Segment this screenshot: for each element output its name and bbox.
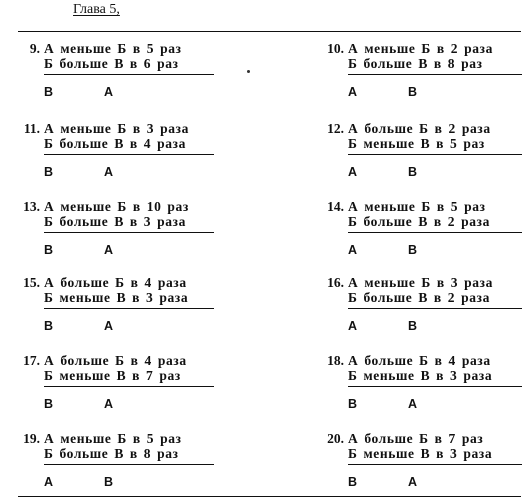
chapter-header: Глава 5, (73, 2, 120, 17)
problem-15 (14, 275, 214, 334)
problem-line-1: А больше Б в 4 раза (44, 353, 187, 368)
fraction-rule (44, 464, 214, 465)
problem-number: 20. (327, 431, 344, 446)
problem-18 (318, 353, 522, 412)
answer-row (348, 397, 522, 412)
problem-line-1: А меньше Б в 5 раз (44, 431, 182, 446)
fraction-rule (348, 232, 522, 233)
fraction-rule (348, 74, 522, 75)
problem-line-1: А больше Б в 4 раза (44, 275, 187, 290)
problem-number: 14. (327, 199, 344, 214)
answer-row (44, 475, 214, 490)
problem-13 (14, 199, 214, 258)
answer-right: В (408, 319, 418, 333)
problem-line-1: А меньше Б в 2 раза (348, 41, 493, 56)
answer-left: А (348, 85, 358, 99)
answer-left: В (44, 85, 54, 99)
problem-number: 10. (327, 41, 344, 56)
answer-left: А (44, 475, 54, 489)
problem-line-1: А меньше Б в 5 раз (348, 199, 486, 214)
fraction-rule (44, 154, 214, 155)
answer-left: А (348, 319, 358, 333)
fraction-rule (348, 308, 522, 309)
answer-left: В (348, 475, 358, 489)
problem-number: 17. (23, 353, 40, 368)
problem-line-2: Б больше В в 4 раза (44, 136, 186, 151)
problem-number: 9. (29, 41, 40, 56)
problem-9 (14, 41, 214, 100)
problem-12 (318, 121, 522, 180)
problem-line-2: Б больше В в 8 раз (44, 446, 179, 461)
fraction-rule (44, 386, 214, 387)
fraction-rule (348, 464, 522, 465)
answer-right: В (104, 475, 114, 489)
problem-line-1: А больше Б в 4 раза (348, 353, 491, 368)
fraction-rule (348, 386, 522, 387)
answer-row (44, 319, 214, 334)
answer-row (348, 319, 522, 334)
answer-left: В (44, 319, 54, 333)
problem-10 (318, 41, 522, 100)
answer-row (348, 85, 522, 100)
fraction-rule (44, 74, 214, 75)
answer-row (44, 397, 214, 412)
problem-line-1: А меньше Б в 3 раза (348, 275, 493, 290)
answer-right: В (408, 165, 418, 179)
problem-16 (318, 275, 522, 334)
problem-line-1: А меньше Б в 3 раза (44, 121, 189, 136)
answer-row (44, 165, 214, 180)
problem-line-2: Б меньше В в 7 раз (44, 368, 181, 383)
problem-20 (318, 431, 522, 490)
answer-row (44, 85, 214, 100)
fraction-rule (348, 154, 522, 155)
problem-line-2: Б меньше В в 5 раз (348, 136, 485, 151)
fraction-rule (44, 232, 214, 233)
problem-line-2: Б больше В в 8 раз (348, 56, 483, 71)
problem-line-2: Б меньше В в 3 раза (348, 446, 493, 461)
answer-row (44, 243, 214, 258)
problem-line-1: А больше Б в 2 раза (348, 121, 491, 136)
answer-right: В (408, 85, 418, 99)
problem-number: 13. (23, 199, 40, 214)
problem-line-2: Б больше В в 2 раза (348, 214, 490, 229)
answer-left: В (44, 165, 54, 179)
problem-number: 18. (327, 353, 344, 368)
problem-14 (318, 199, 522, 258)
answer-right: А (104, 85, 114, 99)
fraction-rule (44, 308, 214, 309)
answer-right: А (104, 397, 114, 411)
problem-17 (14, 353, 214, 412)
answer-right: А (104, 243, 114, 257)
problem-line-2: Б больше В в 2 раза (348, 290, 490, 305)
problem-number: 19. (23, 431, 40, 446)
top-divider (18, 31, 521, 32)
problem-line-1: А больше Б в 7 раз (348, 431, 484, 446)
problem-line-2: Б меньше В в 3 раза (348, 368, 493, 383)
bottom-divider (18, 496, 521, 497)
problem-line-2: Б больше В в 3 раза (44, 214, 186, 229)
answer-left: В (44, 243, 54, 257)
answer-right: А (104, 165, 114, 179)
answer-right: В (408, 243, 418, 257)
problem-11 (14, 121, 214, 180)
answer-row (348, 243, 522, 258)
problem-line-1: А меньше Б в 10 раз (44, 199, 189, 214)
answer-left: В (44, 397, 54, 411)
problem-line-2: Б больше В в 6 раз (44, 56, 179, 71)
problem-line-2: Б меньше В в 3 раза (44, 290, 189, 305)
problem-number: 16. (327, 275, 344, 290)
problem-number: 12. (327, 121, 344, 136)
problem-number: 15. (23, 275, 40, 290)
scan-speck (247, 70, 250, 73)
answer-row (348, 475, 522, 490)
answer-right: А (104, 319, 114, 333)
answer-right: А (408, 475, 418, 489)
answer-row (348, 165, 522, 180)
answer-left: В (348, 397, 358, 411)
answer-left: А (348, 165, 358, 179)
problem-line-1: А меньше Б в 5 раз (44, 41, 182, 56)
problem-number: 11. (23, 121, 40, 136)
problem-19 (14, 431, 214, 490)
answer-left: А (348, 243, 358, 257)
answer-right: А (408, 397, 418, 411)
